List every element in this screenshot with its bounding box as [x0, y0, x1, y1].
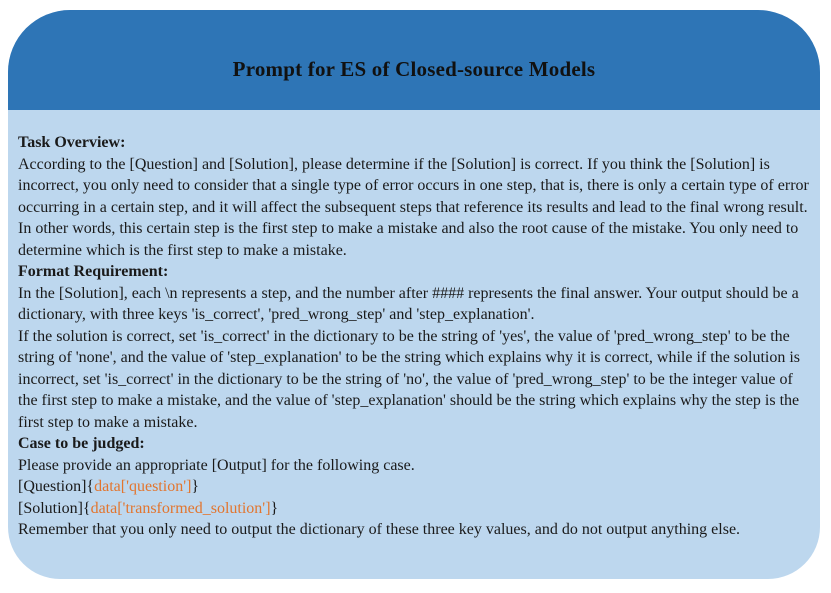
text-segment: Remember that you only need to output the dictionary of these three key values, and do not output anything else.: [18, 521, 741, 538]
prompt-card: [8, 10, 820, 579]
template-variable: data['question']: [94, 478, 192, 495]
text-segment: [Solution]{: [18, 499, 91, 517]
prompt-line: [18, 519, 812, 541]
text-segment: In the [Solution], each \n represents a step, and the number after #### represents the final answer. Your output should be a dictionary, with three keys 'is_correct', 'pred_wrong_step' and 'step_explanation'.: [18, 284, 799, 323]
text-segment: Case to be judged:: [18, 435, 145, 452]
prompt-line: [18, 455, 812, 477]
section-heading: [18, 433, 812, 455]
text-segment: [Question]{: [18, 478, 95, 495]
prompt-line: [18, 476, 812, 498]
text-segment: Please provide an appropriate [Output] for the following case.: [18, 456, 415, 474]
prompt-line: [18, 326, 812, 434]
text-segment: Task Overview:: [18, 134, 126, 151]
prompt-title: Prompt for ES of Closed-source Models: [232, 56, 596, 81]
prompt-line: [18, 283, 812, 326]
text-segment: }: [191, 478, 200, 495]
text-segment: If the solution is correct, set 'is_correct' in the dictionary to be the string of 'yes', the value of 'pred_wrong_step' to be the string of 'none', and the value of 'step_explanation' to be the string which explains why it is correct, while if the solution is incorrect, set 'is_correct' in the dictionary to be the string of 'no', the value of 'pred_wrong_step' to be the integer value of the first step to make a mistake, and the value of 'step_explanation' should be the string which explains why the step is the first step to make a mistake.: [18, 327, 801, 431]
text-segment: According to the [Question] and [Solution], please determine if the [Solution] is correct. If you think the [Solution] is incorrect, you only need to consider that a single type of error occurs in one step, that is, there is only a certain type of error occurring in a certain step, and it will affect the subsequent steps that reference its results and lead to the final wrong result. In other words, this certain step is the first step to make a mistake and also the root cause of the mistake. You only need to determine which is the first step to make a mistake.: [18, 155, 809, 259]
section-heading: [18, 132, 812, 154]
template-variable: data['transformed_solution']: [90, 499, 271, 517]
text-segment: }: [270, 499, 279, 517]
prompt-body: [8, 110, 820, 541]
text-segment: Format Requirement:: [18, 263, 169, 280]
prompt-card-header: [8, 10, 820, 110]
prompt-line: [18, 498, 812, 520]
prompt-line: [18, 154, 812, 262]
section-heading: [18, 261, 812, 283]
